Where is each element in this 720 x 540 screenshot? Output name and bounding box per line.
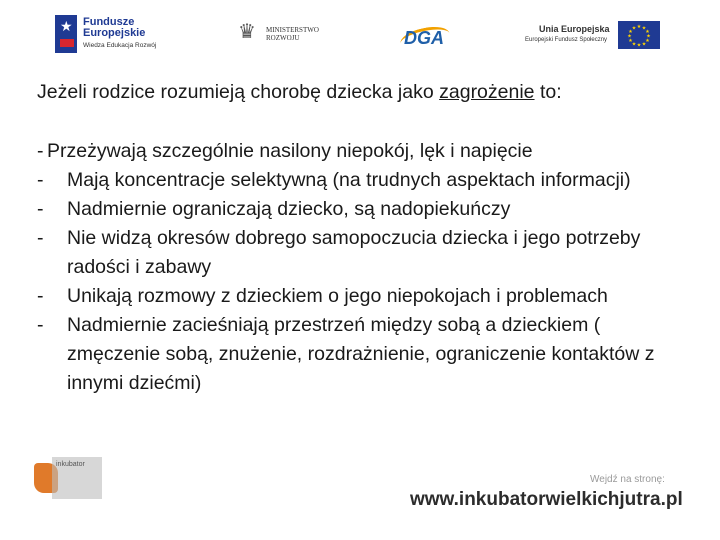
list-dash: - bbox=[37, 169, 44, 191]
ministry-logo-line2: ROZWOJU bbox=[266, 34, 300, 42]
svg-text:★: ★ bbox=[645, 29, 650, 35]
eu-logo-line1: Unia Europejska bbox=[539, 24, 610, 34]
list-item bbox=[37, 137, 677, 166]
eu-logo bbox=[525, 20, 665, 52]
list-item-text: Unikają rozmowy z dzieckiem o jego niepokojach i problemach bbox=[67, 285, 608, 307]
list-dash: - bbox=[37, 314, 44, 336]
list-item bbox=[37, 195, 677, 224]
svg-text:★: ★ bbox=[646, 33, 651, 40]
list-item-text: Nie widzą okresów dobrego samopoczucia dziecka i jego potrzeby radości i zabawy bbox=[67, 227, 641, 278]
list-dash: - bbox=[37, 285, 44, 307]
svg-text:★: ★ bbox=[627, 33, 632, 40]
svg-text:★: ★ bbox=[628, 29, 633, 35]
svg-text:★: ★ bbox=[631, 41, 637, 48]
website-url[interactable]: www.inkubatorwielkichjutra.pl bbox=[410, 489, 683, 510]
list-item-text: Przeżywają szczególnie nasilony niepokój, lęk i napięcie bbox=[47, 140, 533, 162]
svg-text:★: ★ bbox=[636, 24, 642, 30]
list-dash: - bbox=[37, 227, 44, 249]
list-dash: - bbox=[37, 140, 44, 162]
eu-flag-icon bbox=[618, 21, 660, 49]
svg-text:★: ★ bbox=[645, 38, 650, 44]
fe-logo-line2: Europejskie bbox=[83, 27, 146, 39]
slide-content bbox=[37, 78, 677, 398]
badge-text: inkubator bbox=[56, 461, 85, 468]
visit-label: Wejdź na stronę: bbox=[590, 474, 665, 485]
logo-bar bbox=[0, 0, 720, 66]
heading-before: Jeżeli rodzice rozumieją chorobę dziecka jako bbox=[37, 81, 440, 103]
eu-logo-line2: Europejski Fundusz Społeczny bbox=[525, 37, 608, 43]
list-item-text: Nadmiernie zacieśniają przestrzeń między sobą a dzieckiem ( zmęczenie sobą, znużenie, rozdrażnienie, ograniczenie kontaktów z innymi dziećmi) bbox=[67, 314, 655, 394]
ministry-logo-line1: MINISTERSTWO bbox=[266, 26, 319, 34]
fe-logo-line1: Fundusze bbox=[83, 16, 135, 28]
heading-after: to: bbox=[534, 81, 562, 103]
list-item-text: Nadmiernie ograniczają dziecko, są nadopiekuńczy bbox=[67, 198, 511, 220]
list-item bbox=[37, 282, 677, 311]
eagle-icon: ♛ bbox=[238, 21, 256, 43]
slide-heading bbox=[37, 78, 677, 107]
list-dash: - bbox=[37, 198, 44, 220]
list-item bbox=[37, 166, 677, 195]
dga-logo bbox=[400, 22, 460, 52]
svg-text:★: ★ bbox=[628, 38, 633, 44]
ministry-logo bbox=[238, 20, 338, 52]
fe-flag-icon: ★ bbox=[55, 15, 77, 53]
list-item-text: Mają koncentracje selektywną (na trudnych aspektach informacji) bbox=[67, 169, 631, 191]
list-item bbox=[37, 311, 677, 398]
svg-text:★: ★ bbox=[641, 41, 647, 48]
heading-underlined: zagrożenie bbox=[439, 81, 535, 103]
svg-text:★: ★ bbox=[631, 25, 637, 32]
fundusze-europejskie-logo bbox=[55, 15, 170, 55]
svg-text:★: ★ bbox=[636, 42, 642, 49]
list-item bbox=[37, 224, 677, 282]
fe-logo-line3: Wiedza Edukacja Rozwój bbox=[83, 42, 157, 49]
svg-text:★: ★ bbox=[641, 25, 647, 32]
inkubator-badge-logo bbox=[34, 455, 106, 505]
dga-logo-text: DGA bbox=[404, 28, 444, 48]
